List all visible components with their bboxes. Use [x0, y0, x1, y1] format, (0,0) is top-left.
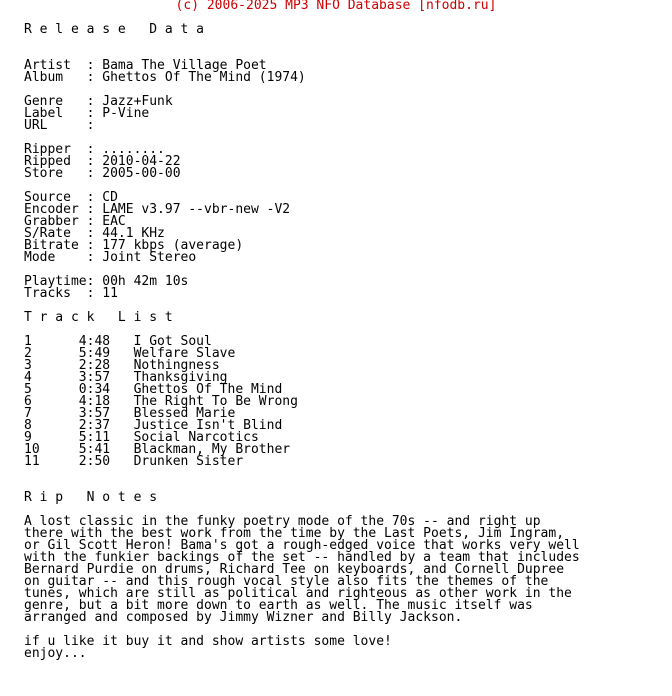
playtime-line: Playtime: 00h 42m 10s — [24, 274, 189, 289]
source-line: Source : CD — [24, 190, 118, 205]
rip-notes-line: A lost classic in the funky poetry mode of the 70s -- and right up — [24, 514, 541, 529]
grabber-line: Grabber : EAC — [24, 214, 126, 229]
encoder-line: Encoder : LAME v3.97 --vbr-new -V2 — [24, 202, 291, 217]
nfodb-copyright-header: (c) 2006-2025 MP3 NFO Database [nfodb.ru] — [175, 0, 497, 13]
track-row: 6 4:18 The Right To Be Wrong — [24, 394, 298, 409]
tracks-count-line: Tracks : 11 — [24, 286, 118, 301]
release-data-heading: R e l e a s e D a t a — [24, 22, 205, 37]
track-row: 2 5:49 Welfare Slave — [24, 346, 236, 361]
outro-line: if u like it buy it and show artists some love! — [24, 634, 392, 649]
rip-notes-heading: R i p N o t e s — [24, 490, 158, 505]
label-line: Label : P-Vine — [24, 106, 150, 121]
rip-notes-line: or Gil Scott Heron! Bama's got a rough-edged voice that works very well — [24, 538, 580, 553]
mode-line: Mode : Joint Stereo — [24, 250, 197, 265]
track-row: 5 0:34 Ghettos Of The Mind — [24, 382, 283, 397]
store-line: Store : 2005-00-00 — [24, 166, 181, 181]
genre-line: Genre : Jazz+Funk — [24, 94, 173, 109]
outro-line: enjoy... — [24, 646, 87, 661]
rip-notes-line: Bernard Purdie on drums, Richard Tee on keyboards, and Cornell Dupree — [24, 562, 565, 577]
ripped-line: Ripped : 2010-04-22 — [24, 154, 181, 169]
track-row: 8 2:37 Justice Isn't Blind — [24, 418, 283, 433]
rip-notes-line: genre, but a bit more down to earth as well. The music itself was — [24, 598, 533, 613]
rip-notes-line: with the funkier backings of the set -- handled by a team that includes — [24, 550, 580, 565]
track-row: 3 2:28 Nothingness — [24, 358, 220, 373]
rip-notes-line: on guitar -- and this rough vocal style also fits the themes of the — [24, 574, 549, 589]
track-list-heading: T r a c k L i s t — [24, 310, 173, 325]
track-row: 10 5:41 Blackman, My Brother — [24, 442, 291, 457]
track-row: 4 3:57 Thanksgiving — [24, 370, 228, 385]
url-line: URL : — [24, 118, 95, 133]
ripper-line: Ripper : ........ — [24, 142, 165, 157]
track-row: 11 2:50 Drunken Sister — [24, 454, 244, 469]
track-row: 9 5:11 Social Narcotics — [24, 430, 259, 445]
rip-notes-line: there with the best work from the time by the Last Poets, Jim Ingram, — [24, 526, 565, 541]
artist-line: Artist : Bama The Village Poet — [24, 58, 267, 73]
srate-line: S/Rate : 44.1 KHz — [24, 226, 165, 241]
track-row: 1 4:48 I Got Soul — [24, 334, 212, 349]
bitrate-line: Bitrate : 177 kbps (average) — [24, 238, 244, 253]
track-row: 7 3:57 Blessed Marie — [24, 406, 236, 421]
rip-notes-line: tunes, which are still as political and righteous as other work in the — [24, 586, 572, 601]
rip-notes-line: arranged and composed by Jimmy Wizner and Billy Jackson. — [24, 610, 463, 625]
album-line: Album : Ghettos Of The Mind (1974) — [24, 70, 306, 85]
